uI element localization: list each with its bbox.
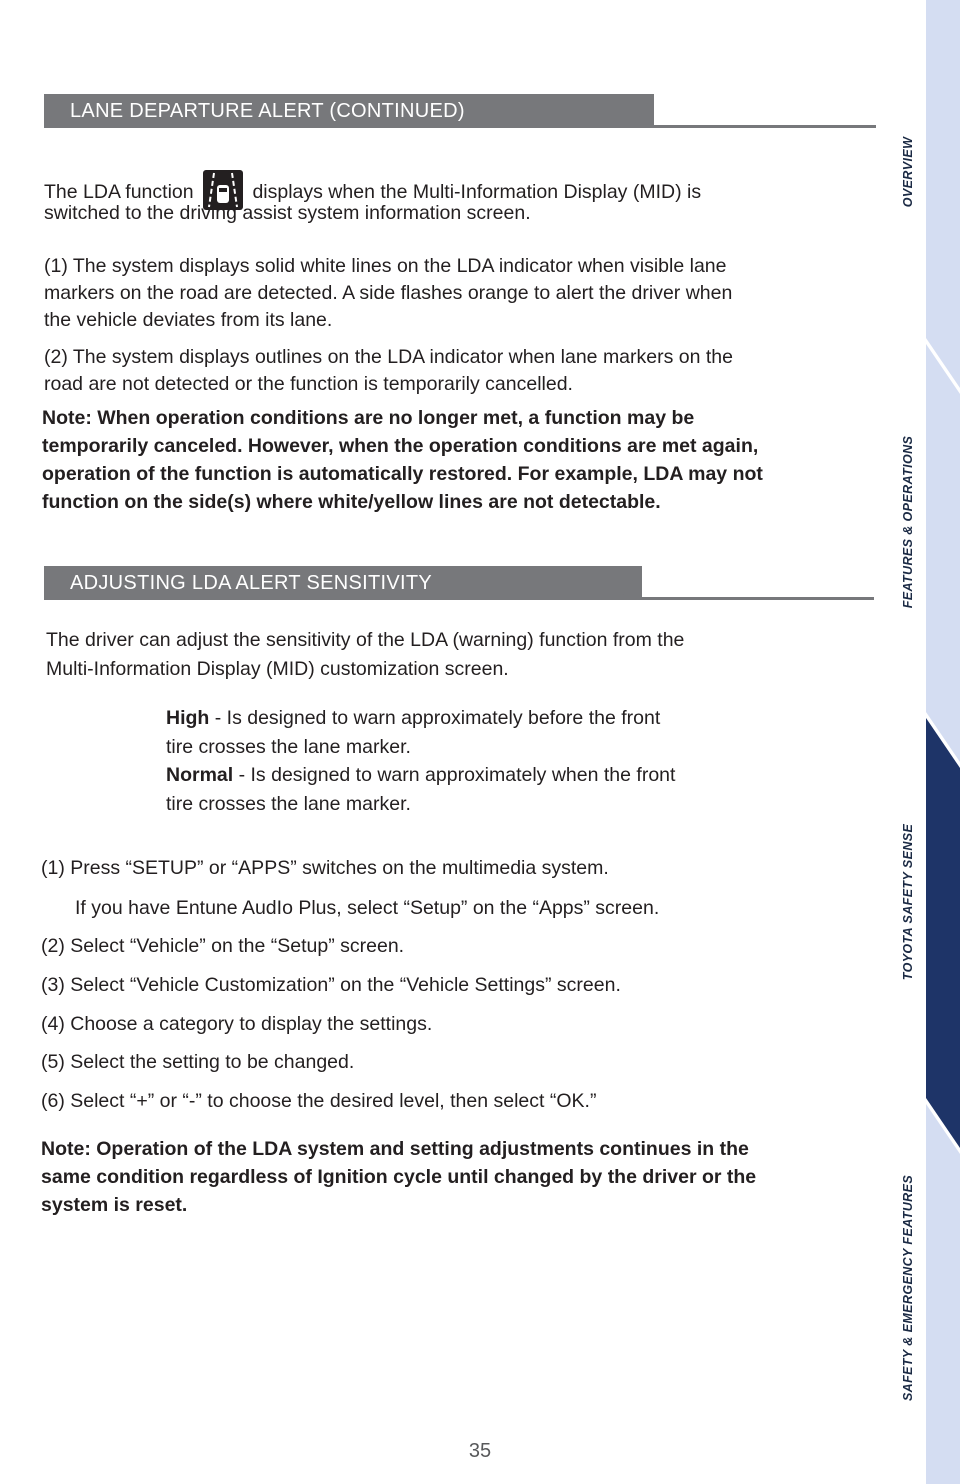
sidebar-tab-features-operations[interactable] (926, 344, 960, 762)
sensitivity-intro-line2: Multi-Information Display (MID) customization screen. (46, 658, 509, 680)
high-setting-line1 (166, 705, 660, 732)
step-1: (1) Press “SETUP” or “APPS” switches on the multimedia system. (41, 857, 609, 879)
note2-line2: same condition regardless of Ignition cycle until changed by the driver or the (41, 1166, 757, 1188)
high-label: High (166, 707, 210, 729)
note1-line4: function on the side(s) where white/yellow lines are not detectable. (42, 491, 661, 513)
high-setting-line2: tire crosses the lane marker. (166, 736, 411, 758)
intro-text-before-icon: The LDA function (44, 181, 194, 203)
item2-line1: (2) The system displays outlines on the LDA indicator when lane markers on the (44, 346, 733, 368)
sensitivity-intro-line1: The driver can adjust the sensitivity of the LDA (warning) function from the (46, 629, 685, 651)
item1-line1: (1) The system displays solid white lines on the LDA indicator when visible lane (44, 255, 727, 277)
header-title: LANE DEPARTURE ALERT (CONTINUED) (70, 100, 465, 122)
item1-line3: the vehicle deviates from its lane. (44, 309, 333, 331)
header-rule (620, 597, 874, 600)
normal-label: Normal (166, 764, 234, 786)
note2-line1: Note: Operation of the LDA system and setting adjustments continues in the (41, 1138, 749, 1160)
page-number: 35 (468, 1440, 492, 1462)
sidebar-tab-strip (926, 0, 960, 1484)
sidebar-tab-overview[interactable] (926, 0, 960, 388)
step-2: (2) Select “Vehicle” on the “Setup” screen. (41, 935, 405, 957)
step-4: (4) Choose a category to display the settings. (41, 1013, 433, 1035)
header-rule (630, 125, 876, 128)
step-5: (5) Select the setting to be changed. (41, 1051, 355, 1073)
sidebar-tab-safety-emergency[interactable] (926, 1104, 960, 1484)
header-title: ADJUSTING LDA ALERT SENSITIVITY (70, 572, 432, 594)
note1-line3: operation of the function is automatically restored. For example, LDA may not (42, 463, 763, 485)
normal-description: - Is designed to warn approximately when the front (233, 764, 676, 786)
step-1-sub: If you have Entune AudIo Plus, select “Setup” on the “Apps” screen. (75, 897, 660, 919)
note1-line1: Note: When operation conditions are no longer met, a function may be (42, 407, 695, 429)
note2-line3: system is reset. (41, 1194, 188, 1216)
normal-setting-line2: tire crosses the lane marker. (166, 793, 411, 815)
item2-line2: road are not detected or the function is temporarily cancelled. (44, 373, 573, 395)
normal-setting-line1 (166, 762, 675, 789)
item1-line2: markers on the road are detected. A side flashes orange to alert the driver when (44, 282, 733, 304)
high-description: - Is designed to warn approximately before the front (209, 707, 661, 729)
lda-intro-line2: switched to the driving assist system information screen. (44, 202, 531, 224)
sidebar-tab-toyota-safety-sense[interactable] (926, 718, 960, 1148)
note1-line2: temporarily canceled. However, when the operation conditions are met again, (42, 435, 759, 457)
intro-text-after-icon: displays when the Multi-Information Display (MID) is (252, 181, 702, 203)
step-6: (6) Select “+” or “-” to choose the desired level, then select “OK.” (41, 1090, 597, 1112)
step-3: (3) Select “Vehicle Customization” on the “Vehicle Settings” screen. (41, 974, 621, 996)
